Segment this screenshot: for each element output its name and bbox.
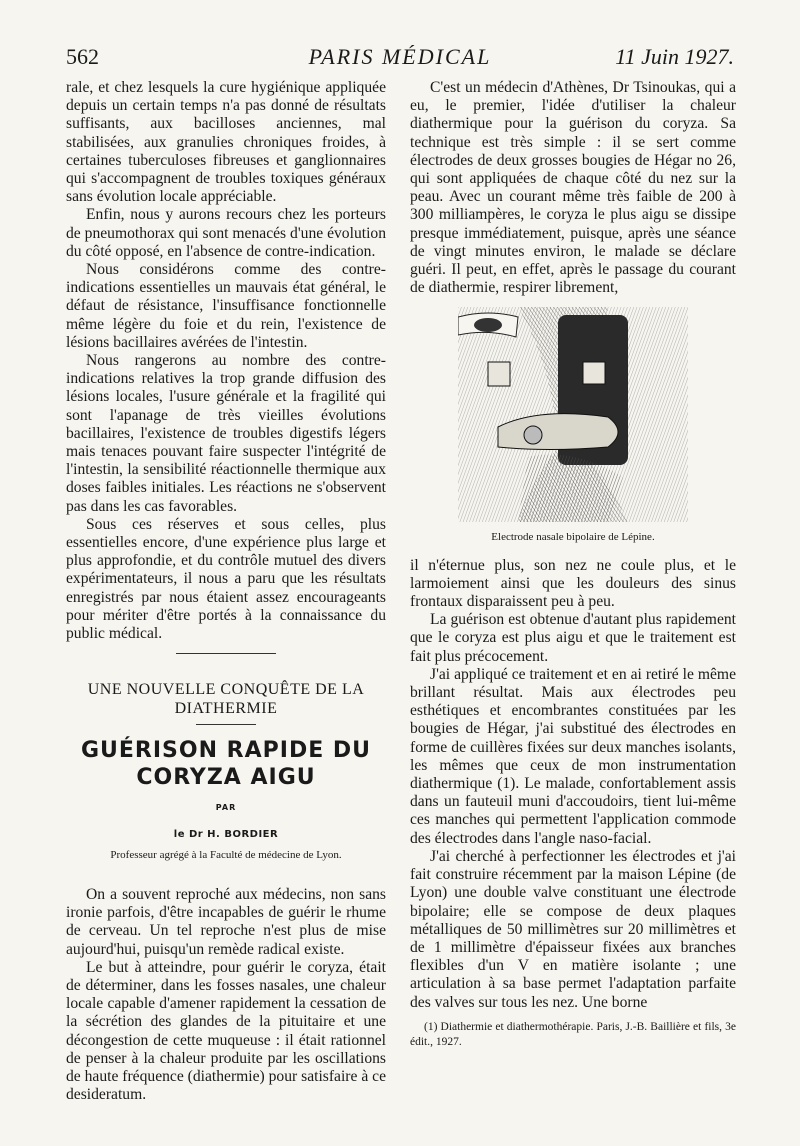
- paragraph: Le but à atteindre, pour guérir le coryza, était de déterminer, dans les fosses nasales, une chaleur locale capable d'amener rapidement la cessation de la sécrétion des glandes de la pituitaire et une décongestion de cette muqueuse : il était rationnel de penser à la chaleur produite par les oscillations de haute fréquence (diathermie) pour satisfaire à ce desideratum.: [66, 958, 386, 1104]
- issue-date: 11 Juin 1927.: [615, 44, 734, 69]
- electrode-screw: [583, 362, 605, 384]
- title-divider: [196, 724, 256, 725]
- author-affiliation: Professeur agrégé à la Faculté de médecine de Lyon.: [110, 848, 342, 861]
- nasal-electrode-illustration: [458, 307, 688, 522]
- paragraph: Nous rangerons au nombre des contre-indications relatives la trop grande diffusion des lésions locales, l'usure générale et la fragilité qui sont l'apanage de très vieilles évolutions bacillaires, l'existence de troubles digestifs légers mais tenaces pouvant faire suspecter l'intégrité de l'intestin, la sensibilité réactionnelle thermique aux doses faibles initiales. Les réactions ne s'observent pas dans les cas favorables.: [66, 352, 386, 515]
- figure-caption: Electrode nasale bipolaire de Lépine.: [491, 531, 655, 544]
- article-title-line-2: CORYZA AIGU: [136, 765, 316, 791]
- paragraph: C'est un médecin d'Athènes, Dr Tsinoukas, qui a eu, le premier, l'idée d'utiliser la chaleur diathermique pour la guérison du coryza. Sa technique est très simple : il se sert comme électrodes de deux grosses bougies de Hégar no 26, qui sont appliquées de chaque côté du nez sur la peau. Avec un courant même très faible de 200 à 300 milliampères, le coryza le plus aigu se dissipe presque immédiatement, puisque, après une séance de vingt minutes environ, le malade se déclare guéri. Il peut, en effet, après le passage du courant de diathermie, respirer librement,: [410, 79, 736, 297]
- electrode-screw: [488, 362, 510, 386]
- paragraph: Sous ces réserves et sous celles, plus essentielles encore, d'une expérience plus large et plus approfondie, et du contrôle mutuel des divers expérimentateurs, il nous a paru que les résultats enregistrés par nous étaient assez encourageants pour mériter d'être portés à la connaissance du public médical.: [66, 515, 386, 643]
- paragraph: La guérison est obtenue d'autant plus rapidement que le coryza est plus aigu et que le traitement est fait plus précocement.: [410, 611, 736, 665]
- page-number: 562: [66, 44, 99, 69]
- paragraph: On a souvent reproché aux médecins, non sans ironie parfois, d'être incapables de guérir le rhume de cerveau. Un tel reproche n'est plus de mise aujourd'hui, puisqu'un remède radical existe.: [66, 885, 386, 958]
- page-header: [66, 44, 734, 72]
- paragraph: Enfin, nous y aurons recours chez les porteurs de pneumothorax qui sont menacés d'une évolution du côté opposé, en l'absence de contre-indication.: [66, 206, 386, 260]
- paragraph: J'ai appliqué ce traitement et en ai retiré le même brillant résultat. Mais aux électrodes peu esthétiques et encombrantes constituées par les bougies de Hégar, j'ai substitué des électrodes en forme de cuillères fixées sur deux manches isolants, les mêmes que ceux de mon instrumentation diathermique (1). Le malade, confortablement assis dans un fauteuil muni d'accoudoirs, tient lui-même ces manches qui permettent l'application commode des électrodes dans l'angle naso-facial.: [410, 665, 736, 847]
- right-column: [410, 79, 736, 1050]
- article-title-line-1: GUÉRISON RAPIDE DU: [80, 738, 372, 764]
- eye: [474, 318, 502, 332]
- left-column: [66, 79, 386, 1104]
- footnote: (1) Diathermie et diathermothérapie. Paris, J.-B. Baillière et fils, 3e édit., 1927.: [410, 1020, 736, 1048]
- byline-par: PAR: [215, 803, 237, 813]
- section-divider: [176, 653, 276, 654]
- article-title: [66, 737, 386, 791]
- journal-title: PARIS MÉDICAL: [308, 44, 492, 69]
- paragraph: rale, et chez lesquels la cure hygiénique appliquée depuis un certain temps n'a pas donné de résultats suffisants, aux bacilloses anciennes, mal stabilisées, aux granulies chroniques froides, à certaines tuberculoses fibreuses et ganglionnaires qui s'accompagnent de troubles toxiques généraux sans évolution locale appréciable.: [66, 79, 386, 206]
- author-name: le Dr H. BORDIER: [173, 828, 279, 840]
- hinge-knob: [524, 426, 542, 444]
- paragraph: Nous considérons comme des contre-indications essentielles un mauvais état général, le défaut de résistance, l'insuffisance fonctionnelle même légère du foie et du rein, l'existence de lésions bacillaires avérées de l'intestin.: [66, 261, 386, 351]
- paragraph: il n'éternue plus, son nez ne coule plus, et le larmoiement ainsi que les douleurs des sinus frontaux disparaissent peu à peu.: [410, 556, 736, 611]
- section-title: UNE NOUVELLE CONQUÊTE DE LA DIATHERMIE: [87, 681, 365, 718]
- paragraph: J'ai cherché à perfectionner les électrodes et j'ai fait construire récemment par la maison Lépine (de Lyon) une double valve constituant une électrode bipolaire; elle se compose de deux plaques métalliques de 50 millimètres sur 20 millimètres et de 1 millimètre d'épaisseur fixées aux branches flexibles d'un V en matière isolante ; une articulation à sa base permet l'adaptation parfaite des valves sur tous les nez. Une borne: [410, 847, 736, 1011]
